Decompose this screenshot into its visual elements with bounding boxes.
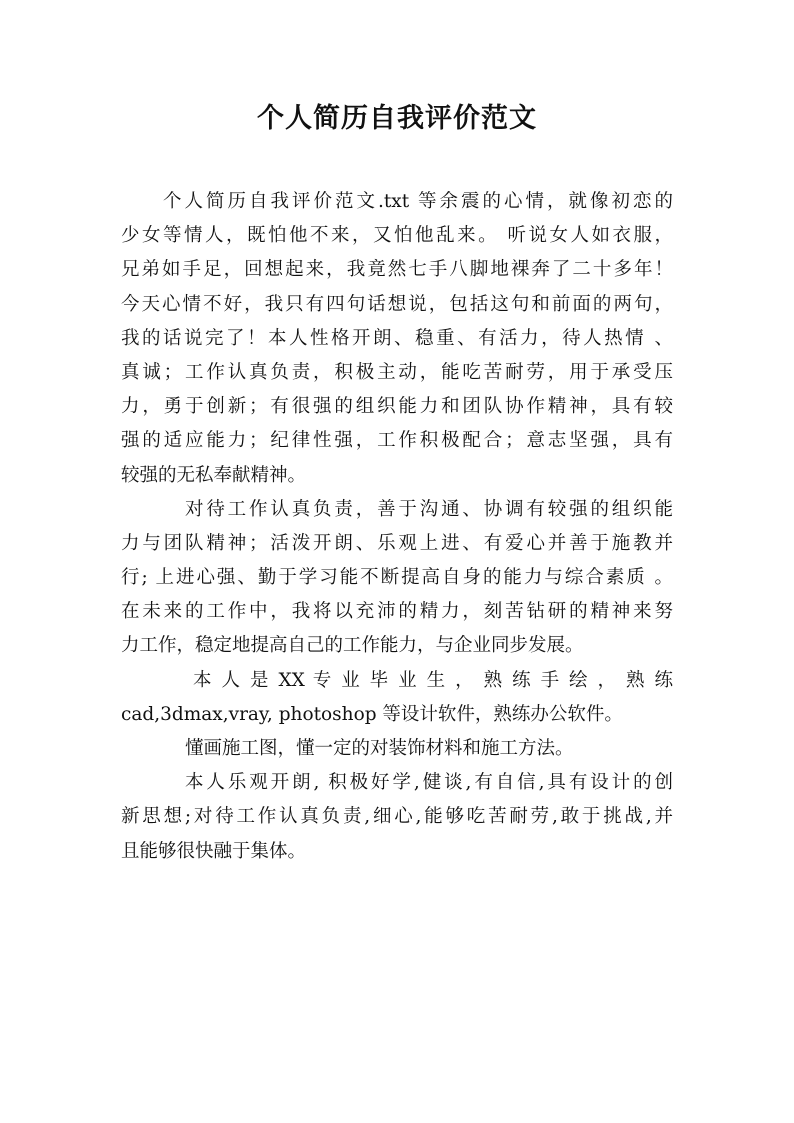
document-title: 个人简历自我评价范文 xyxy=(257,103,537,134)
text-line: 力与团队精神；活泼开朗、乐观上进、有爱心并善于施教并 xyxy=(121,532,673,554)
document-body xyxy=(121,185,673,869)
text-line: 力工作，稳定地提高自己的工作能力，与企业同步发展。 xyxy=(121,635,584,657)
text-line: 较强的无私奉献精神。 xyxy=(121,464,307,486)
text-line: 个人简历自我评价范文.txt 等余震的心情，就像初恋的 xyxy=(163,191,673,212)
text-line: 本人乐观开朗, 积极好学,健谈,有自信,具有设计的创 xyxy=(185,772,673,794)
text-line: 少女等情人，既怕他不来，又怕他乱来。 听说女人如衣服， xyxy=(121,225,673,247)
text-line: 新思想;对待工作认真负责,细心,能够吃苦耐劳,敢于挑战,并 xyxy=(121,806,673,828)
text-line: 本 人 是 XX 专 业 毕 业 生 ， 熟 练 手 绘 ， 熟 练 xyxy=(193,669,673,691)
text-line: 我的话说完了！本人性格开朗、稳重、有活力，待人热情 、 xyxy=(121,327,673,349)
text-line: 懂画施工图，懂一定的对装饰材料和施工方法。 xyxy=(185,738,574,759)
text-line: 真诚；工作认真负责，积极主动，能吃苦耐劳，用于承受压 xyxy=(121,361,673,383)
text-line: 行; 上进心强、勤于学习能不断提高自身的能力与综合素质 。 xyxy=(121,567,673,589)
text-line: cad,3dmax,vray, photoshop 等设计软件，熟练办公软件。 xyxy=(121,703,623,725)
text-line: 力，勇于创新；有很强的组织能力和团队协作精神，具有较 xyxy=(121,396,673,418)
text-line: 且能够很快融于集体。 xyxy=(121,840,307,862)
text-line: 今天心情不好，我只有四句话想说，包括这句和前面的两句， xyxy=(121,293,673,315)
text-line: 对待工作认真负责，善于沟通、协调有较强的组织能 xyxy=(185,498,673,520)
text-line: 强的适应能力；纪律性强，工作积极配合；意志坚强，具有 xyxy=(121,430,673,452)
text-line: 兄弟如手足，回想起来，我竟然七手八脚地裸奔了二十多年！ xyxy=(121,259,673,281)
text-line: 在未来的工作中，我将以充沛的精力，刻苦钻研的精神来努 xyxy=(121,601,673,623)
